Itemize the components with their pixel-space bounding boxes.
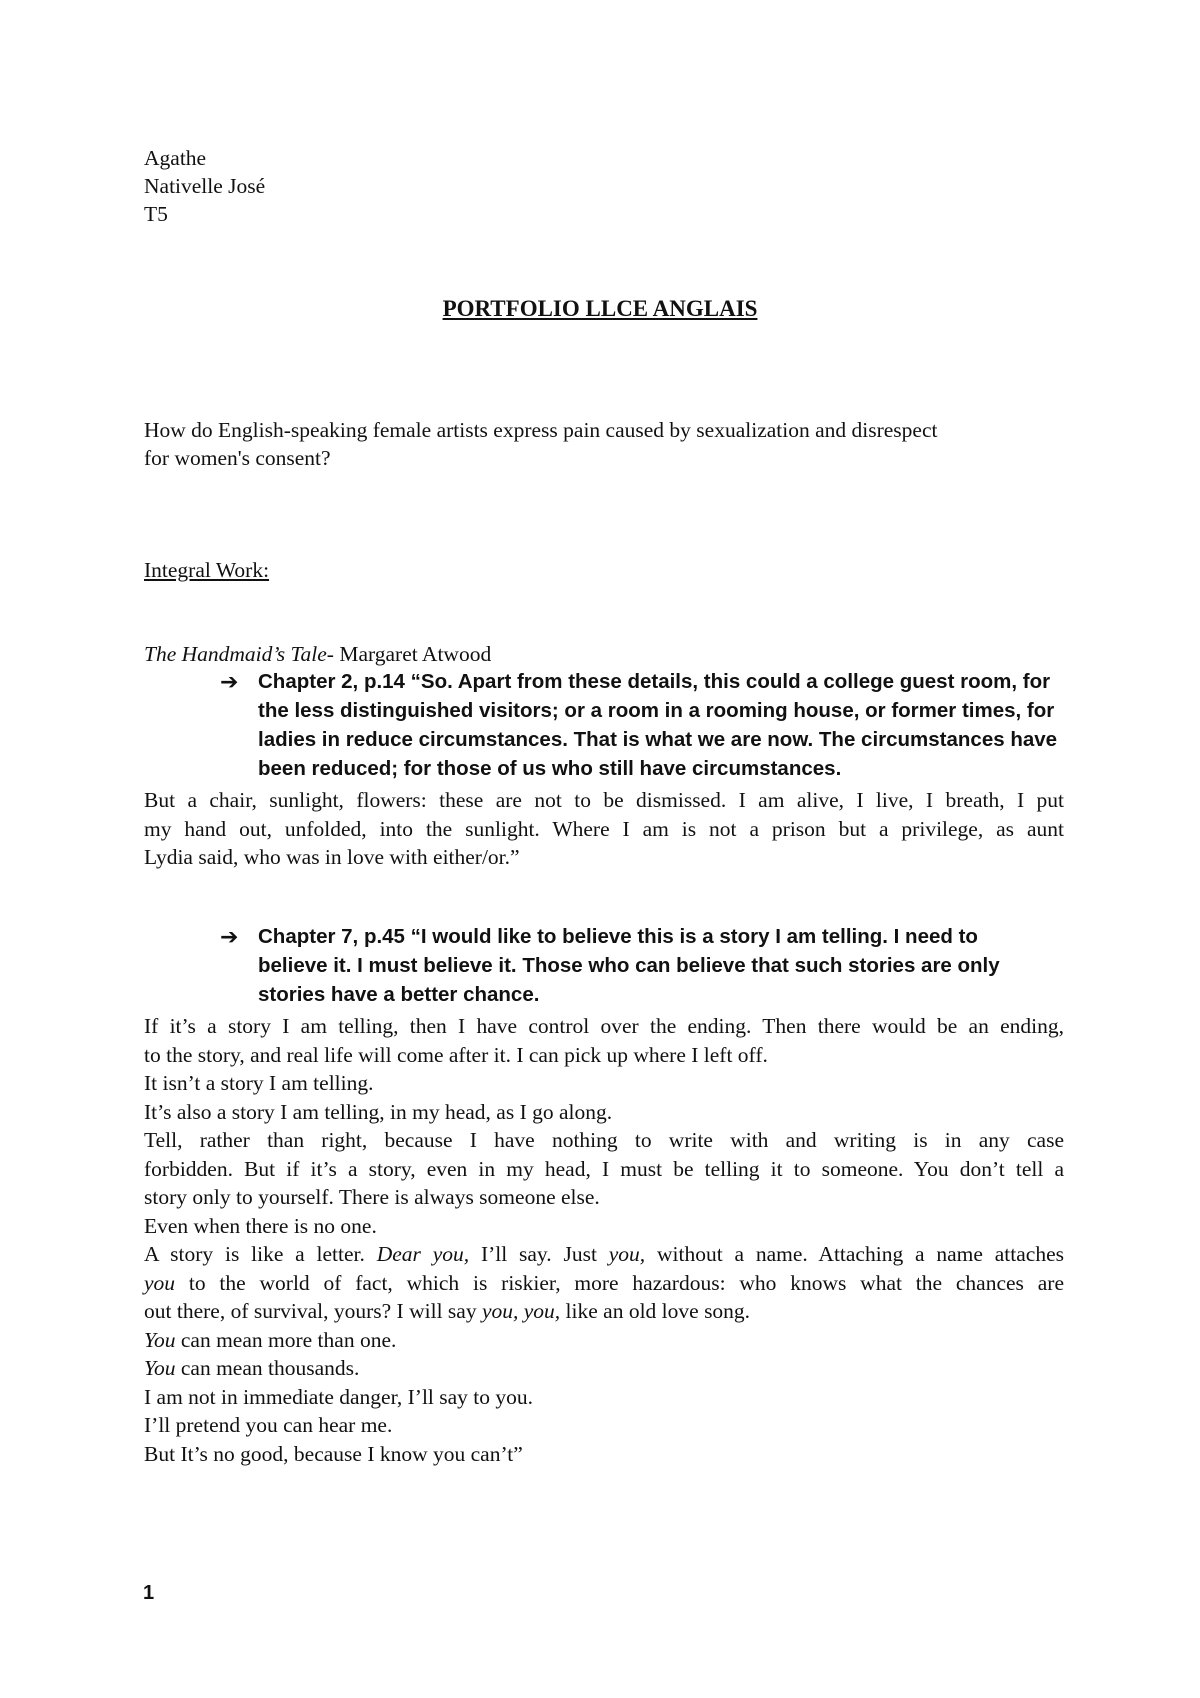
page-number: 1 (143, 1582, 155, 1604)
author-first-name: Agathe (144, 146, 207, 170)
arrow-right-icon: ➔ (220, 669, 239, 694)
quote2-p10: I’ll pretend you can hear me. (144, 1413, 393, 1437)
quote2-line: Chapter 7, p.45 “I would like to believe this is a story I am telling. I need to (258, 925, 978, 948)
quote2-p2: It isn’t a story I am telling. (144, 1071, 374, 1095)
quote2-p11: But It’s no good, because I know you can’t” (144, 1441, 523, 1466)
quote2-p6-line: A story is like a letter. Dear you, I’ll say. Just you, without a name. Attaching a name attaches (144, 1242, 1064, 1266)
quote2-line: believe it. I must believe it. Those who can believe that such stories are only (258, 954, 1000, 977)
arrow-right-icon: ➔ (220, 924, 239, 949)
quote2-p4-line: forbidden. But if it’s a story, even in my head, I must be telling it to someone. You don’t tell a (144, 1156, 1064, 1181)
author-last-name: Nativelle José (144, 174, 266, 198)
quote2-bullet (220, 922, 1068, 1009)
quote2-p3: It’s also a story I am telling, in my head, as I go along. (144, 1099, 613, 1124)
quote1-bullet (220, 667, 1068, 783)
quote1-line: been reduced; for those of us who still have circumstances. (258, 757, 842, 780)
quote2-continuation (144, 1012, 1064, 1468)
quote1-line: Chapter 2, p.14 “So. Apart from these details, this could a college guest room, for (258, 670, 1051, 693)
section-heading: Integral Work: (144, 558, 270, 582)
author-class: T5 (144, 202, 168, 226)
quote2-p4-line: Tell, rather than right, because I have nothing to write with and writing is in any case (144, 1128, 1064, 1152)
work-author: - Margaret Atwood (326, 642, 492, 666)
work-title: The Handmaid’s Tale (144, 642, 327, 666)
quote2-p1-line: to the story, and real life will come after it. I can pick up where I left off. (144, 1042, 768, 1067)
quote2-p5: Even when there is no one. (144, 1213, 377, 1238)
quote2-p7: You can mean more than one. (144, 1327, 397, 1352)
quote2-p1-line: If it’s a story I am telling, then I have control over the ending. Then there would be an ending, (144, 1014, 1064, 1038)
quote2-p6-line: you to the world of fact, which is riskier, more hazardous: who knows what the chances are (144, 1270, 1064, 1295)
quote2-p9: I am not in immediate danger, I’ll say to you. (144, 1384, 534, 1409)
quote1-line: ladies in reduce circumstances. That is what we are now. The circumstances have (258, 728, 1058, 751)
quote2-p8: You can mean thousands. (144, 1356, 360, 1380)
quote1-continuation (144, 786, 1064, 872)
work-reference (144, 640, 491, 669)
quote1-line: the less distinguished visitors; or a room in a rooming house, or former times, for (258, 699, 1055, 722)
question-line-1: How do English-speaking female artists express pain caused by sexualization and disrespect (144, 418, 938, 442)
quote2-line: stories have a better chance. (258, 983, 540, 1006)
quote2-p6-line: out there, of survival, yours? I will say you, you, like an old love song. (144, 1299, 751, 1323)
question-line-2: for women's consent? (144, 446, 331, 470)
quote1-cont-line: my hand out, unfolded, into the sunlight. Where I am is not a prison but a privilege, as aunt (144, 816, 1064, 841)
quote1-cont-line: But a chair, sunlight, flowers: these are not to be dismissed. I am alive, I live, I breath, I put (144, 788, 1064, 812)
quote1-cont-line: Lydia said, who was in love with either/or.” (144, 845, 520, 869)
quote2-p4-line: story only to yourself. There is always someone else. (144, 1185, 600, 1209)
page-title: PORTFOLIO LLCE ANGLAIS (442, 296, 758, 321)
